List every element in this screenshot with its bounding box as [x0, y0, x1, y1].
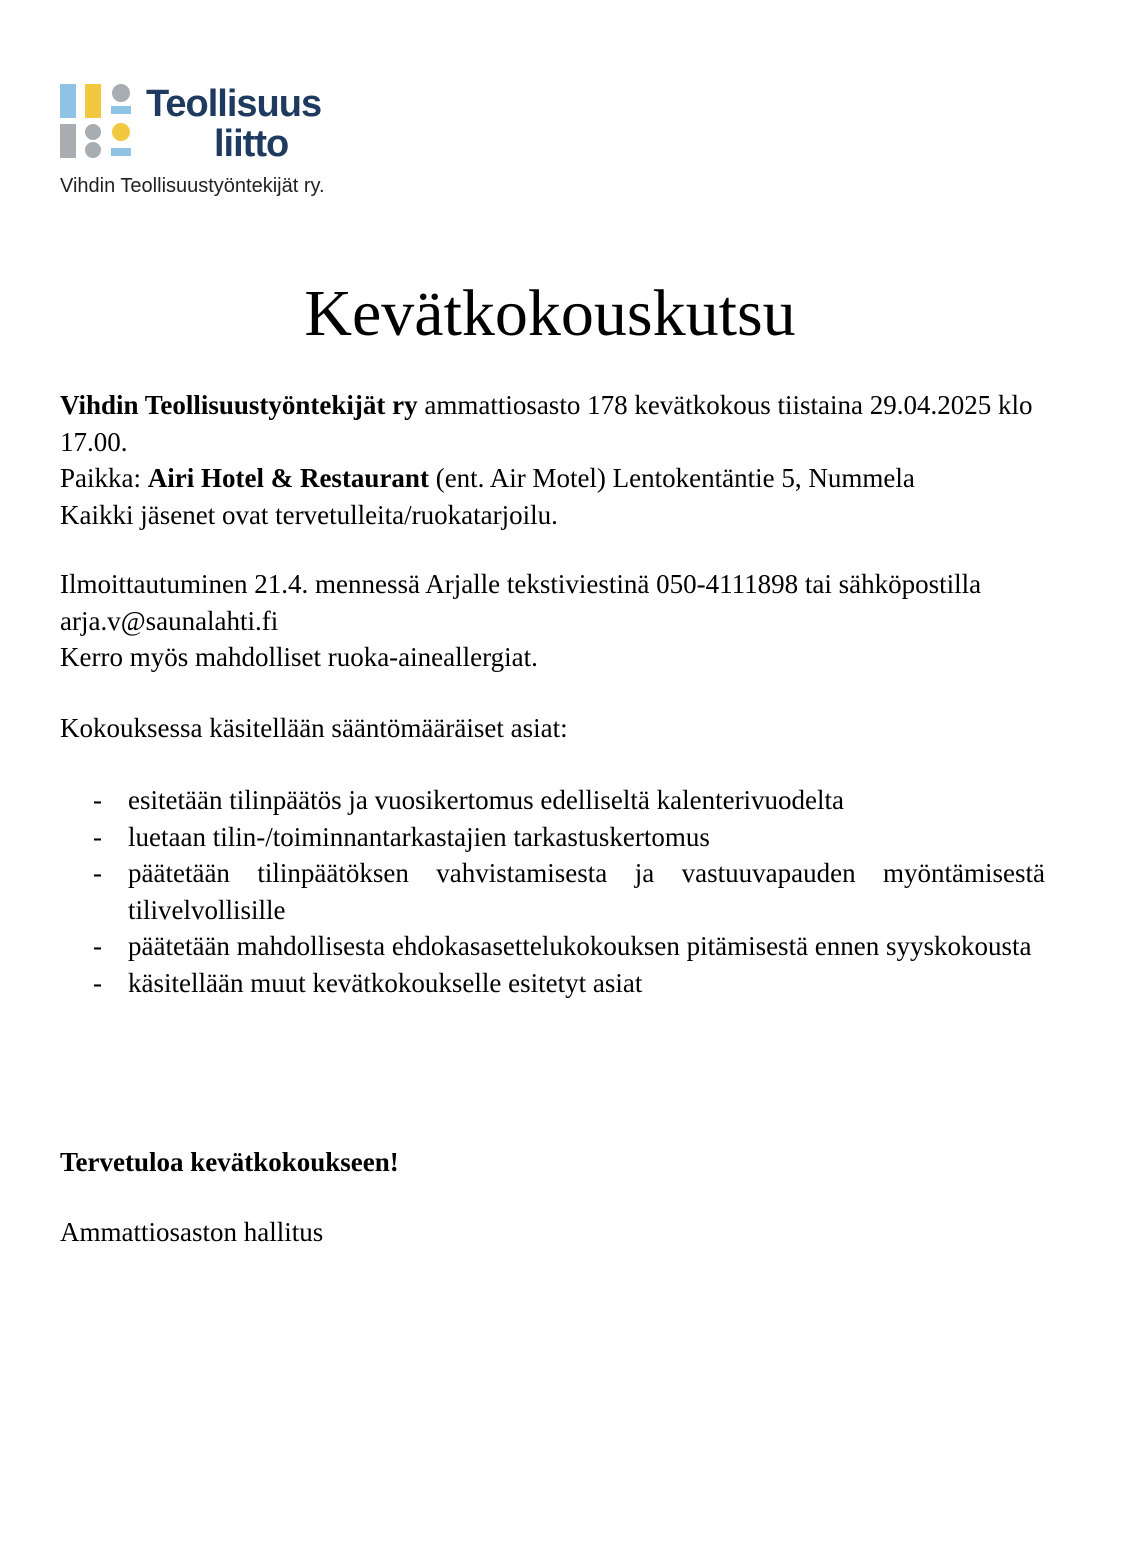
signature: Ammattiosaston hallitus: [60, 1217, 324, 1247]
list-item: [60, 965, 1045, 1002]
registration-line2: Kerro myös mahdolliset ruoka-aineallergiat.: [60, 642, 538, 672]
logo-line1: Teollisuus: [146, 83, 322, 125]
registration-paragraph: [60, 566, 1045, 676]
place-name: Airi Hotel & Restaurant: [147, 463, 429, 493]
dash-bullet: -: [93, 821, 102, 852]
agenda-item-text: esitetään tilinpäätös ja vuosikertomus edelliseltä kalenterivuodelta: [128, 785, 845, 815]
intro-line3: Kaikki jäsenet ovat tervetulleita/ruokatarjoilu.: [60, 499, 558, 530]
agenda-item-text: luetaan tilin-/toiminnantarkastajien tarkastuskertomus: [128, 821, 710, 852]
list-item: [60, 782, 1045, 819]
registration-line1: Ilmoittautuminen 21.4. mennessä Arjalle tekstiviestinä 050-4111898 tai sähköpostilla arja.v@saunalahti.fi: [60, 569, 982, 636]
list-item: [60, 855, 1045, 928]
list-item: [60, 819, 1045, 856]
place-label: Paikka:: [60, 463, 148, 493]
org-name: Vihdin Teollisuustyöntekijät ry.: [60, 175, 325, 197]
logo-line2: liitto: [214, 123, 289, 165]
list-item: [60, 928, 1045, 965]
agenda-item-text: päätetään mahdollisesta ehdokasasettelukokouksen pitämisestä ennen syyskokousta: [128, 931, 1032, 961]
agenda-item-text: käsitellään muut kevätkokoukselle esitetyt asiat: [128, 967, 643, 998]
place-address: (ent. Air Motel) Lentokentäntie 5, Nummela: [428, 463, 915, 493]
dash-bullet: -: [93, 858, 102, 888]
agenda-intro: Kokouksessa käsitellään sääntömääräiset asiat:: [60, 713, 568, 743]
document-title: Kevätkokouskutsu: [304, 277, 796, 351]
intro-paragraph: [60, 387, 1045, 533]
intro-text: ammattiosasto 178 kevätkokous tiistaina 29.04.2025 klo 17.00.: [60, 390, 1033, 457]
teollisuusliitto-logo: [60, 84, 360, 164]
dash-bullet: -: [93, 967, 102, 998]
intro-org-bold: Vihdin Teollisuustyöntekijät ry: [60, 390, 418, 420]
teollisuusliitto-logo-mark-icon: [60, 84, 136, 160]
agenda-item-text: päätetään tilinpäätöksen vahvistamisesta ja vastuuvapauden myöntämisestä tilivelvollisille: [128, 858, 1045, 925]
welcome-text: Tervetuloa kevätkokoukseen!: [60, 1147, 399, 1177]
dash-bullet: -: [93, 931, 102, 961]
agenda-list: [60, 782, 1045, 1001]
dash-bullet: -: [93, 785, 102, 815]
